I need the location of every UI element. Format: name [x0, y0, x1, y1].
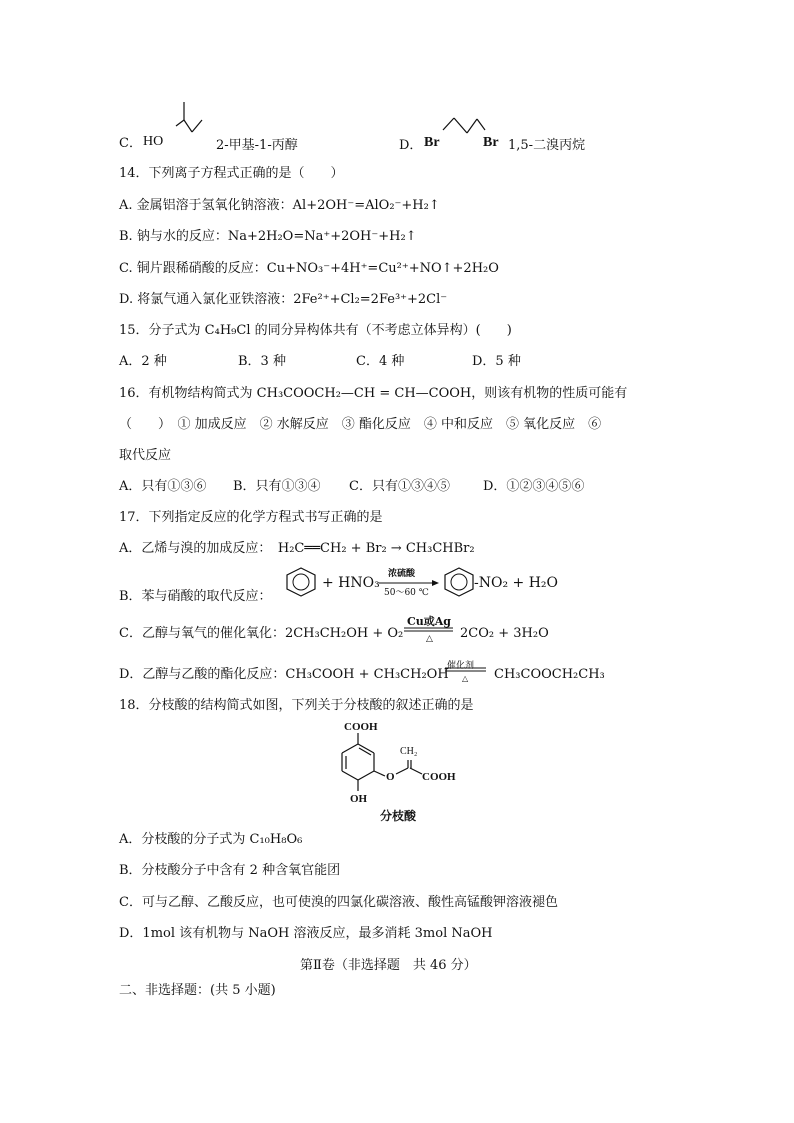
q17-c-condition-bottom: △: [426, 634, 433, 644]
mol-ch2: CH₂: [400, 746, 418, 757]
q13-option-d-name: 1,5-二溴丙烷: [508, 138, 586, 153]
section-subtitle: 二、非选择题：(共 5 小题): [119, 983, 276, 998]
q18-option-c: C．可与乙醇、乙酸反应，也可使溴的四氯化碳溶液、酸性高锰酸钾溶液褪色: [119, 895, 558, 910]
nitrobenzene-ring-icon: [442, 566, 476, 598]
q15-option-a: A．2 种: [119, 354, 167, 369]
q17-c-condition-top: Cu或Ag: [407, 615, 451, 628]
mol-o: O: [386, 771, 395, 783]
q18-stem: 18．分枝酸的结构简式如图，下列关于分枝酸的叙述正确的是: [119, 698, 474, 713]
q17-b-products: -NO₂ + H₂O: [474, 575, 558, 591]
q17-option-b-label: B．苯与硝酸的取代反应：: [119, 589, 272, 604]
q14-option-b: B. 钠与水的反应：Na+2H₂O=Na⁺+2OH⁻+H₂↑: [119, 229, 417, 244]
q16-option-a: A．只有①③⑥: [119, 479, 207, 494]
q16-option-d: D．①②③④⑤⑥: [483, 479, 585, 494]
q16-option-c: C．只有①③④⑤: [349, 479, 450, 494]
section-title: 第Ⅱ卷（非选择题 共 46 分）: [300, 958, 477, 973]
q16-option-b: B．只有①③④: [233, 479, 321, 494]
q17-b-condition-bottom: 50～60 ℃: [384, 588, 429, 598]
q18-option-d: D．1mol 该有机物与 NaOH 溶液反应，最多消耗 3mol NaOH: [119, 926, 493, 941]
q13-d-br-right: Br: [483, 135, 499, 150]
q13-d-br-left: Br: [424, 135, 440, 150]
mol-caption: 分枝酸: [380, 809, 417, 823]
q13-option-d-structure: [423, 110, 513, 155]
q17-d-condition-bottom: △: [462, 674, 469, 683]
mol-cooh-right: COOH: [422, 771, 456, 783]
q17-b-hno3: + HNO₃: [322, 575, 380, 591]
q17-d-condition-top: 催化剂: [447, 661, 475, 671]
q13-option-c-name: 2-甲基-1-丙醇: [216, 138, 298, 153]
q14-stem: 14．下列离子方程式正确的是（ ）: [119, 166, 344, 181]
q14-option-c: C. 铜片跟稀硝酸的反应：Cu+NO₃⁻+4H⁺=Cu²⁺+NO↑+2H₂O: [119, 261, 499, 276]
benzene-ring-icon: [284, 566, 318, 598]
chorismic-acid-structure: [330, 718, 480, 826]
q15-stem: 15．分子式为 C₄H₉Cl 的同分异构体共有（不考虑立体异构）( ): [119, 323, 512, 338]
q13-c-ho-atom: HO: [143, 134, 164, 149]
q17-option-d-right: CH₃COOCH₂CH₃: [494, 667, 605, 682]
q13-option-c-label: C．: [119, 136, 142, 151]
q18-option-b: B．分枝酸分子中含有 2 种含氧官能团: [119, 863, 341, 878]
q16-options-line: （ ） ① 加成反应 ② 水解反应 ③ 酯化反应 ④ 中和反应 ⑤ 氧化反应 ⑥: [119, 417, 602, 432]
q18-option-a: A．分枝酸的分子式为 C₁₀H₈O₆: [119, 832, 303, 847]
q17-option-c-right: 2CO₂ + 3H₂O: [460, 626, 549, 641]
q16-stem: 16．有机物结构简式为 CH₃COOCH₂—CH = CH—COOH，则该有机物的性质可能有: [119, 386, 628, 401]
q15-option-c: C．4 种: [356, 354, 405, 369]
mol-cooh-top: COOH: [344, 721, 378, 733]
q14-option-d: D. 将氯气通入氯化亚铁溶液：2Fe²⁺+Cl₂=2Fe³⁺+2Cl⁻: [119, 292, 448, 307]
q13-option-c-structure: [140, 98, 210, 153]
q17-stem: 17．下列指定反应的化学方程式书写正确的是: [119, 510, 383, 525]
q13-option-d-label: D．: [399, 138, 423, 153]
q15-option-b: B．3 种: [238, 354, 286, 369]
q15-option-d: D．5 种: [472, 354, 521, 369]
mol-oh: OH: [350, 793, 368, 805]
q16-options-line-cont: 取代反应: [119, 448, 172, 463]
q17-option-a: A．乙烯与溴的加成反应： H₂C══CH₂ + Br₂ → CH₃CHBr₂: [119, 541, 475, 556]
q17-option-d-left: D．乙醇与乙酸的酯化反应：CH₃COOH + CH₃CH₂OH: [119, 667, 449, 682]
q17-b-condition-top: 浓硫酸: [388, 569, 416, 579]
q17-option-c-left: C．乙醇与氧气的催化氧化：2CH₃CH₂OH + O₂: [119, 626, 404, 641]
q14-option-a: A. 金属铝溶于氢氧化钠溶液：Al+2OH⁻=AlO₂⁻+H₂↑: [119, 198, 440, 213]
